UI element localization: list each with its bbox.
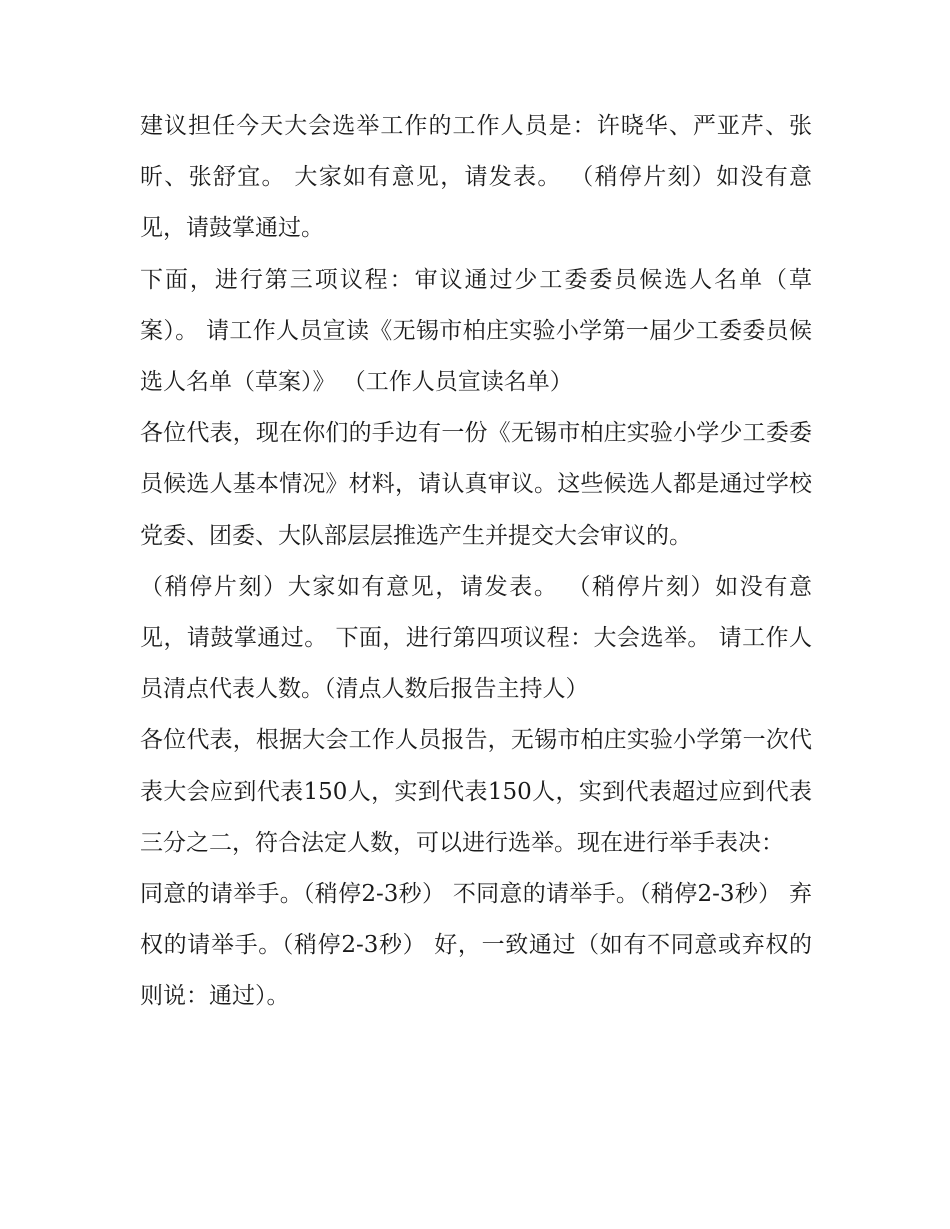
paragraph-vote: 同意的请举手。（稍停2-3秒） 不同意的请举手。（稍停2-3秒） 弃权的请举手。（稍停2-3秒） 好，一致通过（如有不同意或弃权的则说：通过）。 [140, 881, 812, 1010]
document-page [140, 101, 812, 1023]
paragraph-attendance: 各位代表，根据大会工作人员报告，无锡市柏庄实验小学第一次代表大会应到代表150人，实到代表150人，实到代表超过应到代表三分之二，符合法定人数，可以进行选举。现在进行举手表决： [140, 727, 812, 856]
paragraph-staff: 建议担任今天大会选举工作的工作人员是：许晓华、严亚芹、张昕、张舒宜。 大家如有意见，请发表。 （稍停片刻）如没有意见，请鼓掌通过。 [140, 113, 812, 242]
paragraph-agenda-four: （稍停片刻）大家如有意见，请发表。 （稍停片刻）如没有意见，请鼓掌通过。 下面，进行第四项议程：大会选举。 请工作人员清点代表人数。（清点人数后报告主持人） [140, 573, 812, 703]
paragraph-candidate-info: 各位代表，现在你们的手边有一份《无锡市柏庄实验小学少工委委员候选人基本情况》材料，请认真审议。这些候选人都是通过学校党委、团委、大队部层层推选产生并提交大会审议的。 [140, 420, 812, 549]
paragraph-agenda-three: 下面，进行第三项议程：审议通过少工委委员候选人名单（草案）。 请工作人员宣读《无锡市柏庄实验小学第一届少工委委员候选人名单（草案）》 （工作人员宣读名单） [140, 266, 812, 396]
